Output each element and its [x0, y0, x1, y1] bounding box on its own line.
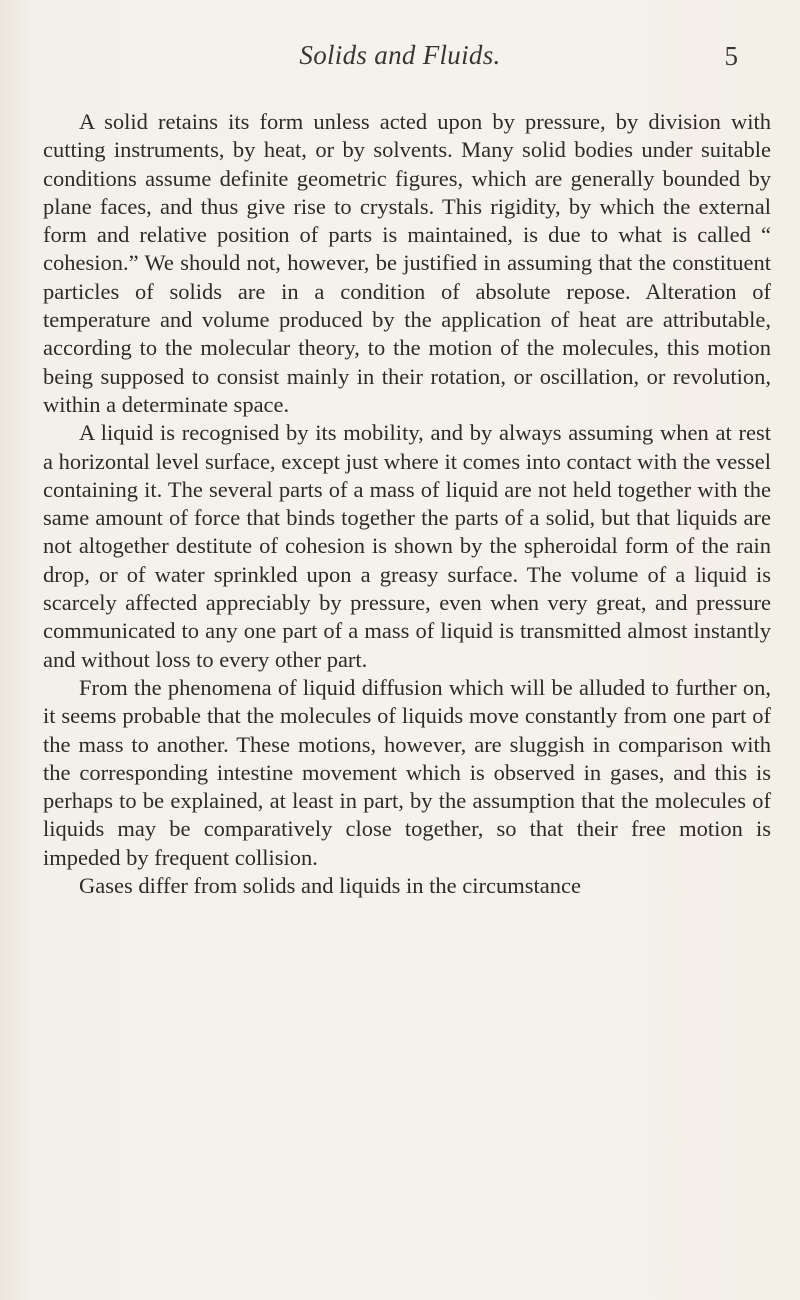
paragraph-liquid-diffusion: From the phenomena of liquid diffusion which will be alluded to further on, it seems probable that the molecules of liquids move constantly from one part of the mass to another. These motions, however, are sluggish in comparison with the corresponding intestine movement which is observed in gases, and this is perhaps to be explained, at least in part, by the assumption that the molecules of liquids may be comparatively close together, so that their free motion is impeded by frequent collision. — [43, 674, 771, 870]
page-number: 5 — [724, 41, 738, 71]
body-text — [43, 108, 771, 900]
page-title: Solids and Fluids. — [299, 40, 501, 70]
paragraph-solids: A solid retains its form unless acted upon by pressure, by division with cutting instruments, by heat, or by solvents. Many solid bodies under suitable conditions assume definite geometric figures, which are generally bounded by plane faces, and thus give rise to crystals. This rigidity, by which the external form and relative position of parts is maintained, is due to what is called “ cohesion.” We should not, however, be justified in assuming that the constituent particles of solids are in a condition of absolute repose. Alteration of temperature and volume produced by the application of heat are attributable, according to the molecular theory, to the motion of the molecules, this motion being supposed to consist mainly in their rotation, or oscillation, or revolution, within a determinate space. — [43, 109, 771, 417]
running-head — [0, 40, 800, 80]
paragraph-gases: Gases differ from solids and liquids in the circumstance — [79, 873, 581, 899]
paragraph-liquids: A liquid is recognised by its mobility, and by always assuming when at rest a horizontal level surface, except just where it comes into contact with the vessel containing it. The several parts of a mass of liquid are not held together with the same amount of force that binds together the parts of a solid, but that liquids are not altogether destitute of cohesion is shown by the spheroidal form of the rain drop, or of water sprinkled upon a greasy surface. The volume of a liquid is scarcely affected appreciably by pressure, even when very great, and pressure communicated to any one part of a mass of liquid is transmitted almost instantly and without loss to every other part. — [43, 420, 771, 672]
